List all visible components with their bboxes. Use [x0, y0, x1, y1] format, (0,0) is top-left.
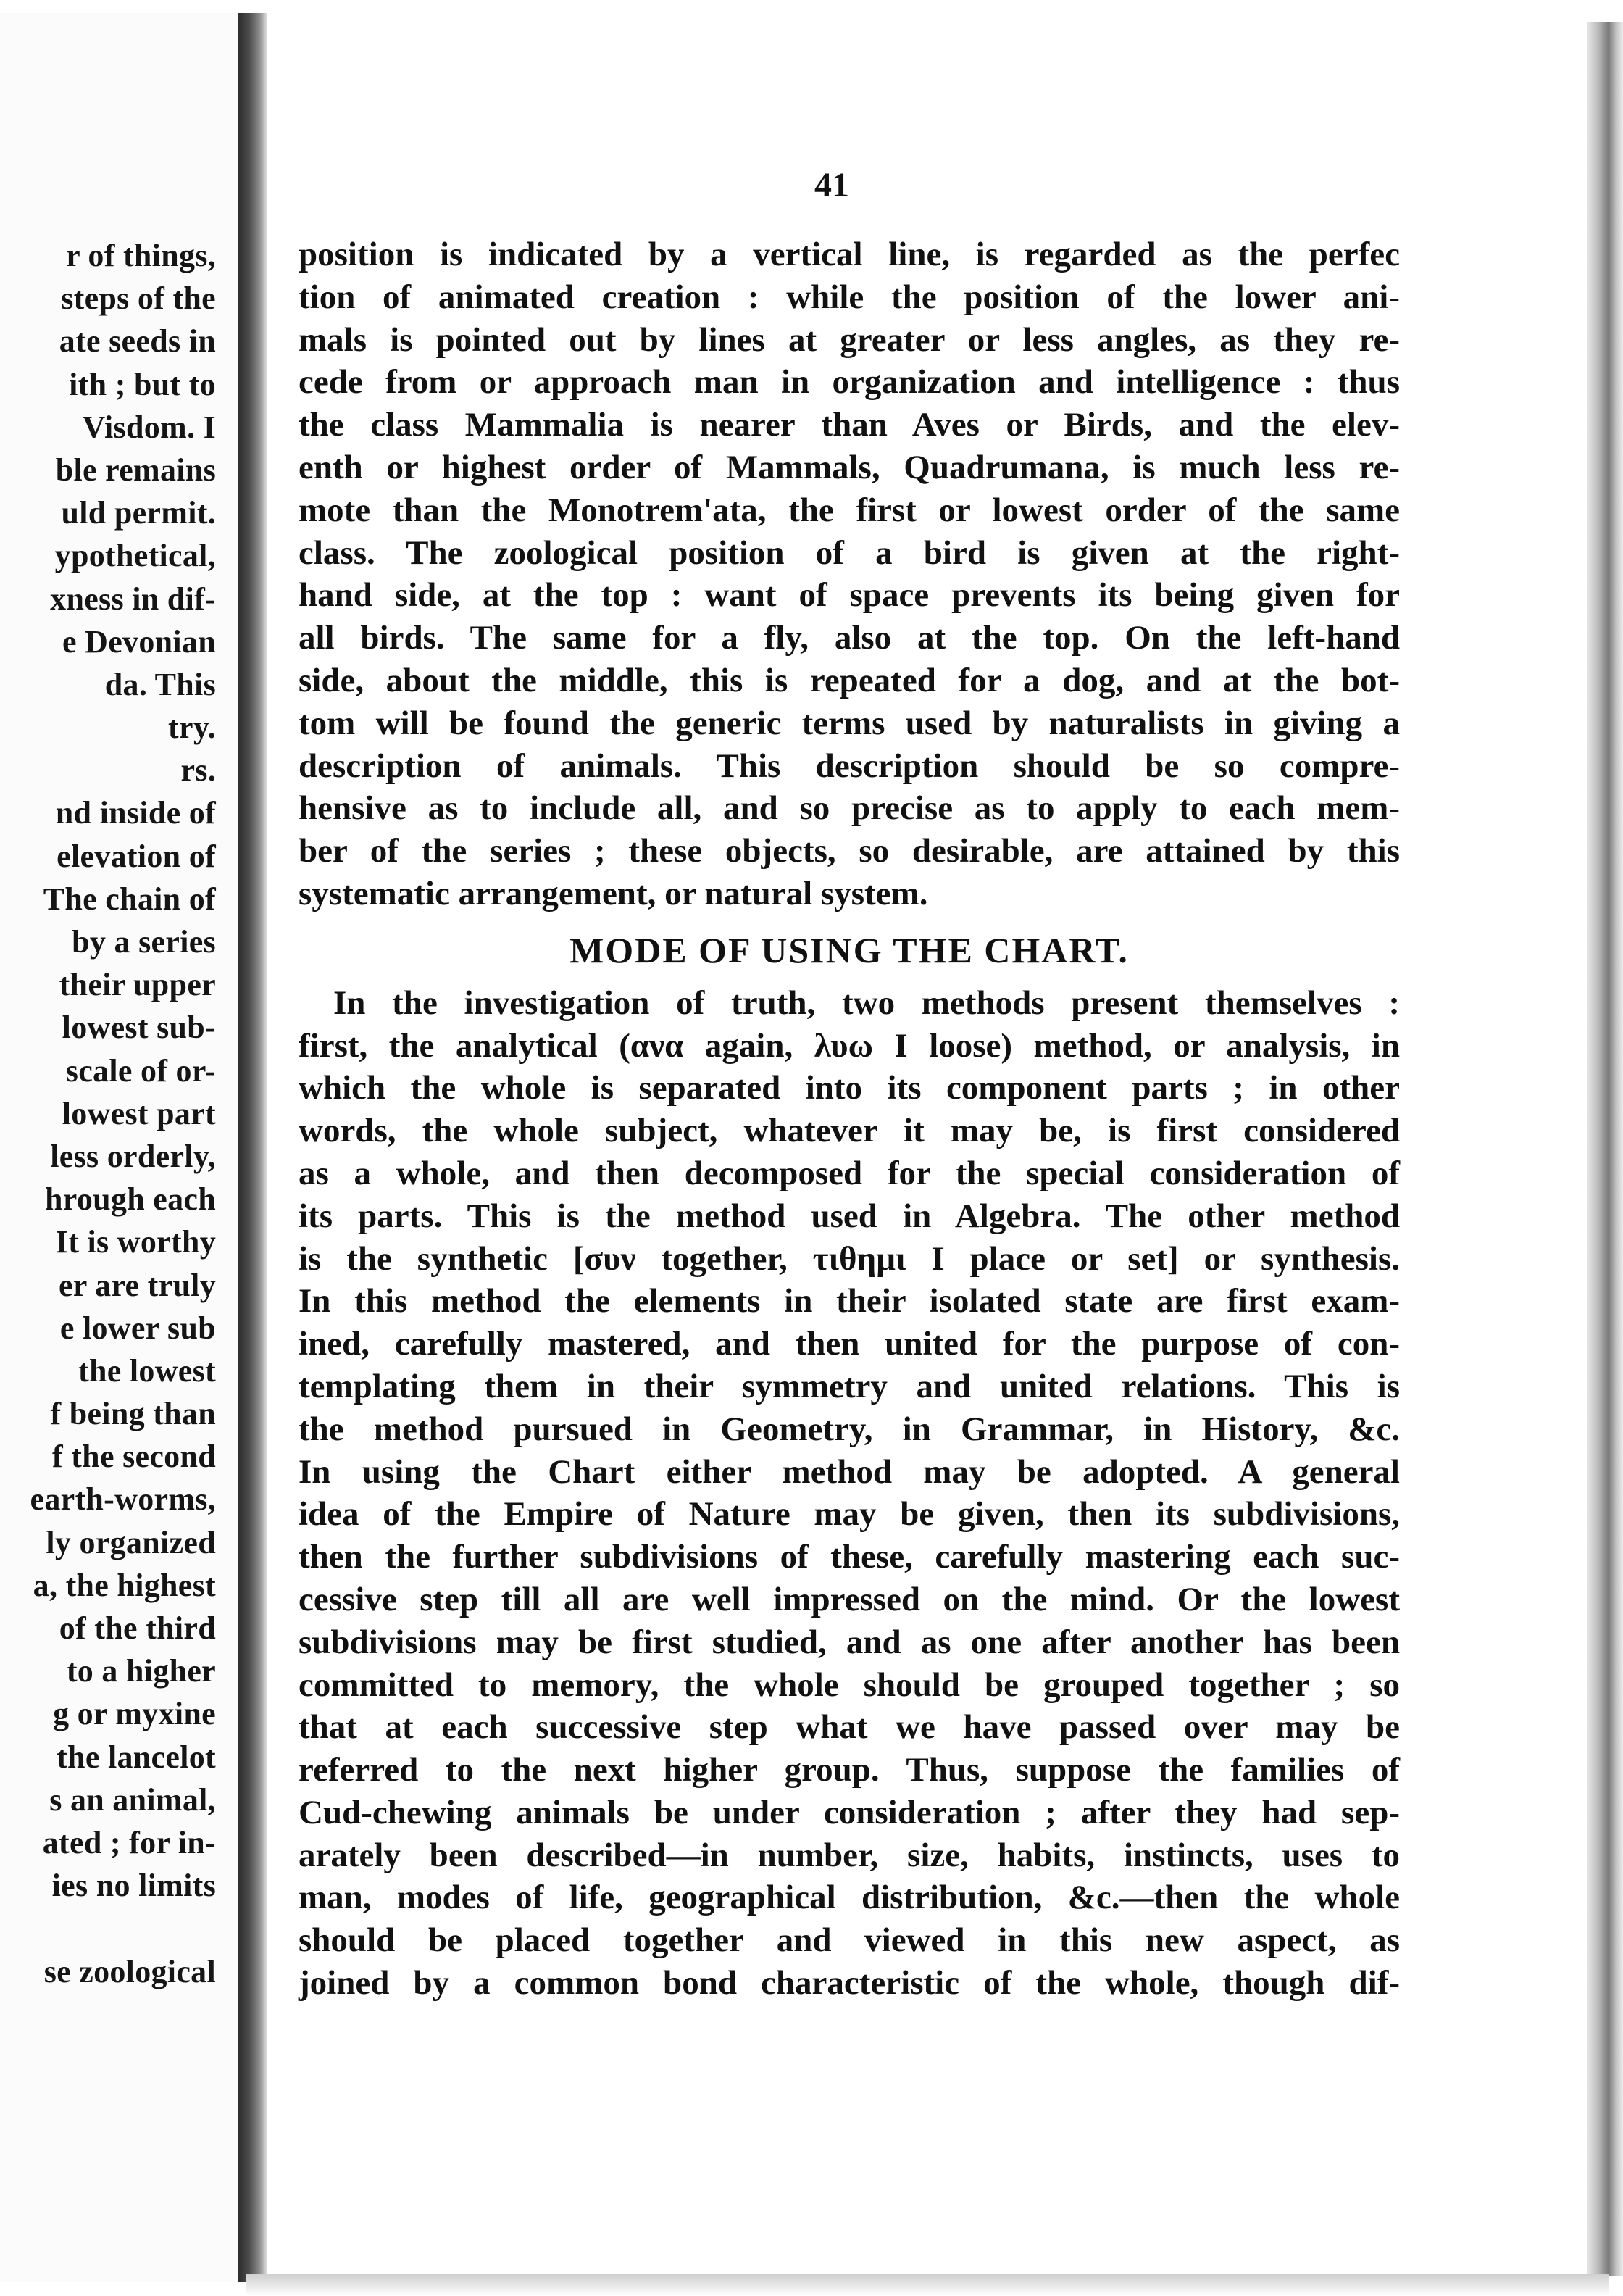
previous-page-line: elevation of — [57, 838, 216, 874]
text-line: is the synthetic [συν together, τιθημι I place or set] or synthesis. — [299, 1239, 1400, 1278]
text-line: as a whole, and then decomposed for the special consideration of — [299, 1154, 1400, 1192]
text-line: class. The zoological position of a bird is given at the right- — [299, 533, 1400, 572]
text-line: all birds. The same for a fly, also at the top. On the left-hand — [299, 619, 1400, 657]
text-line: then the further subdivisions of these, carefully mastering each suc- — [299, 1538, 1400, 1576]
text-line: the class Mammalia is nearer than Aves or Birds, and the elev- — [299, 406, 1400, 444]
text-line: tom will be found the generic terms used by naturalists in giving a — [299, 704, 1400, 742]
paragraph-mode-of-using — [299, 982, 1400, 2005]
book-gutter-shadow — [238, 13, 267, 2282]
previous-page-line: e Devonian — [62, 623, 216, 660]
previous-page-line: earth-worms, — [30, 1481, 216, 1518]
previous-page-line: ated ; for in- — [42, 1824, 216, 1860]
previous-page-line: ith ; but to — [69, 366, 216, 402]
previous-page-line: scale of or- — [65, 1052, 216, 1089]
text-line: ined, carefully mastered, and then united for the purpose of con- — [299, 1325, 1400, 1363]
previous-page-line: a, the highest — [33, 1567, 216, 1603]
previous-page-line: ate seeds in — [59, 323, 216, 359]
text-line: cede from or approach man in organization and intelligence : thus — [299, 363, 1400, 402]
text-line: first, the analytical (ανα again, λυω I loose) method, or analysis, in — [299, 1026, 1400, 1065]
text-line: templating them in their symmetry and united relations. This is — [299, 1367, 1400, 1405]
text-line: enth or highest order of Mammals, Quadrumana, is much less re- — [299, 448, 1400, 486]
previous-page-line: e lower sub — [59, 1310, 216, 1346]
previous-page-line: rs. — [180, 752, 216, 789]
previous-page-line: steps of the — [61, 280, 216, 317]
previous-page-line — [0, 1907, 216, 1950]
previous-page-line: er are truly — [58, 1267, 216, 1303]
page-body — [299, 233, 1400, 2005]
text-line: tion of animated creation : while the position of the lower ani- — [299, 278, 1400, 316]
previous-page-line: ly organized — [46, 1524, 216, 1560]
text-line: the method pursued in Geometry, in Grammar, in History, &c. — [299, 1410, 1400, 1448]
text-line: referred to the next higher group. Thus, suppose the families of — [299, 1751, 1400, 1789]
text-line: mote than the Monotrem'ata, the first or lowest order of the same — [299, 491, 1400, 529]
text-line: man, modes of life, geographical distribution, &c.—then the whole — [299, 1879, 1400, 1917]
text-line: position is indicated by a vertical line, is regarded as the perfec — [299, 236, 1400, 273]
previous-page-line: ies no limits — [51, 1868, 216, 1904]
previous-page-line: It is worthy — [55, 1224, 216, 1260]
previous-page-line: da. This — [104, 666, 216, 702]
previous-page-line: by a series — [72, 924, 216, 960]
previous-page-line: Visdom. I — [82, 409, 216, 445]
previous-page-line: se zoological — [43, 1953, 216, 1989]
previous-page-line: f the second — [51, 1439, 216, 1475]
text-line: should be placed together and viewed in this new aspect, as — [299, 1921, 1400, 1960]
text-line: which the whole is separated into its component parts ; in other — [299, 1069, 1400, 1107]
text-line: ber of the series ; these objects, so desirable, are attained by this — [299, 832, 1400, 870]
previous-page-line: f being than — [50, 1396, 216, 1432]
page-edge-shadow — [1587, 22, 1623, 2276]
text-line: mals is pointed out by lines at greater or less angles, as they re- — [299, 320, 1400, 359]
text-line: that at each successive step what we have passed over may be — [299, 1708, 1400, 1747]
text-line: side, about the middle, this is repeated for a dog, and at the bot- — [299, 661, 1400, 699]
text-line: joined by a common bond characteristic of the whole, though dif- — [299, 1964, 1400, 2002]
section-heading: MODE OF USING THE CHART. — [569, 929, 1129, 970]
text-line: In this method the elements in their isolated state are first exam- — [299, 1282, 1400, 1320]
text-line: hand side, at the top : want of space prevents its being given for — [299, 576, 1400, 615]
previous-page-line: lowest part — [62, 1095, 216, 1131]
previous-page-fragment — [0, 13, 239, 2282]
paragraph-chart-description — [299, 233, 1400, 915]
previous-page-line: the lowest — [78, 1352, 216, 1389]
text-line: In the investigation of truth, two methods present themselves : — [333, 983, 1400, 1022]
previous-page-line: The chain of — [43, 881, 216, 917]
text-line: Cud-chewing animals be under consideration ; after they had sep- — [299, 1793, 1400, 1831]
previous-page-line: ble remains — [55, 452, 216, 488]
page-number: 41 — [814, 166, 849, 204]
previous-page-line: to a higher — [66, 1653, 216, 1689]
text-line: its parts. This is the method used in Algebra. The other method — [299, 1197, 1400, 1235]
text-line: hensive as to include all, and so precise as to apply to each mem- — [299, 789, 1400, 828]
previous-page-line: s an animal, — [49, 1781, 216, 1818]
previous-page-line: r of things, — [66, 238, 216, 273]
previous-page-line: try. — [168, 710, 216, 746]
text-line: idea of the Empire of Nature may be given, then its subdivisions, — [299, 1495, 1400, 1534]
previous-page-line: lowest sub- — [62, 1010, 216, 1046]
previous-page-line: their upper — [59, 967, 216, 1003]
text-line: cessive step till all are well impressed on the mind. Or the lowest — [299, 1580, 1400, 1618]
previous-page-line: nd inside of — [55, 795, 216, 831]
previous-page-line: less orderly, — [50, 1138, 216, 1174]
previous-page-line: uld permit. — [61, 495, 216, 531]
page-bottom-edge — [246, 2274, 1609, 2296]
text-line: committed to memory, the whole should be grouped together ; so — [299, 1665, 1400, 1704]
text-line: description of animals. This description should be so compre- — [299, 746, 1400, 785]
previous-page-line: the lancelot — [57, 1739, 216, 1775]
text-line: arately been described—in number, size, habits, instincts, uses to — [299, 1836, 1400, 1874]
previous-page-line: hrough each — [45, 1181, 216, 1218]
text-line: systematic arrangement, or natural system. — [299, 874, 928, 912]
text-line: subdivisions may be first studied, and as one after another has been — [299, 1623, 1400, 1661]
previous-page-line: of the third — [59, 1610, 216, 1646]
text-line: words, the whole subject, whatever it may be, is first considered — [299, 1112, 1400, 1150]
previous-page-line: g or myxine — [53, 1696, 216, 1732]
previous-page-line: ypothetical, — [54, 538, 216, 574]
previous-page-text — [0, 234, 216, 1993]
text-line: In using the Chart either method may be adopted. A general — [299, 1452, 1400, 1491]
previous-page-line: xness in dif- — [50, 581, 216, 617]
